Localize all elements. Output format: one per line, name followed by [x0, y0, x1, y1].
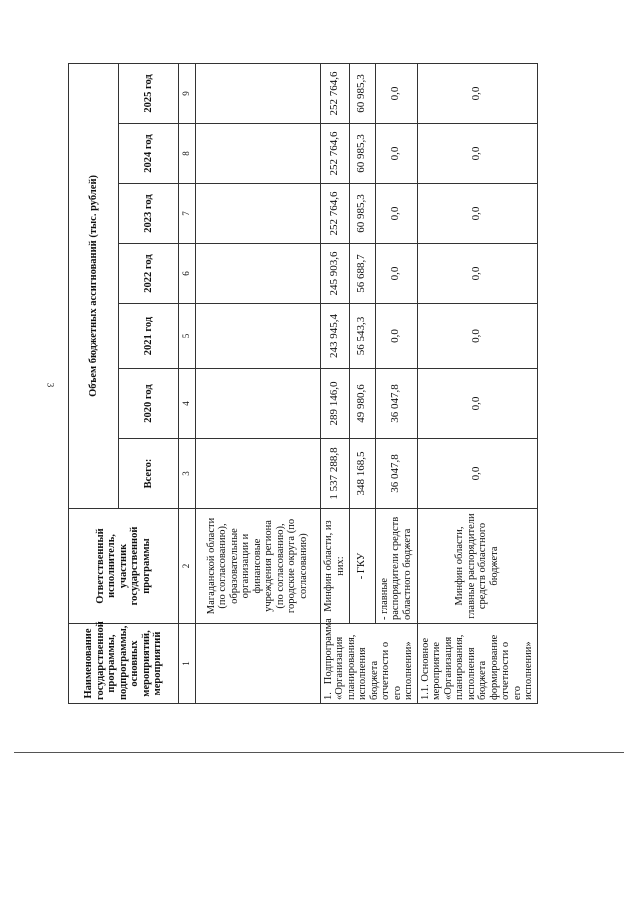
- value-2022: 0,0: [417, 244, 537, 304]
- table-gap: [69, 13, 196, 63]
- value-2025: 252 764,6: [320, 63, 349, 123]
- value-2023: 0,0: [375, 184, 417, 244]
- value-2021: 0,0: [375, 304, 417, 369]
- value-2025: [195, 63, 320, 123]
- col-number: 5: [179, 304, 196, 369]
- table-row: [320, 13, 349, 703]
- col-number: 7: [179, 184, 196, 244]
- page-number: 3: [45, 382, 56, 388]
- value-2023: [195, 184, 320, 244]
- table-row: [417, 13, 537, 703]
- value-2020: [195, 369, 320, 439]
- value-2021: [195, 304, 320, 369]
- value-2025: 0,0: [417, 63, 537, 123]
- row-executor-cell: Минфин области, главные распорядители средств областного бюджета: [417, 509, 537, 624]
- value-2021: 0,0: [417, 304, 537, 369]
- value-2023: 0,0: [417, 184, 537, 244]
- value-2020: 289 146,0: [320, 369, 349, 439]
- main-activity-name-cell: 1.1. Основное мероприятие «Организация планирования, исполнения бюджета формирование отчетности о его исполнении»: [417, 624, 537, 704]
- row-executor-cell: Минфин области, из них:: [320, 509, 349, 624]
- header-row-1: [69, 13, 119, 703]
- row-executor-cell: - главные распорядители средств областного бюджета: [375, 509, 417, 624]
- header-total: Всего:: [119, 439, 179, 509]
- header-year-2023: 2023 год: [119, 184, 179, 244]
- value-2021: 56 543,3: [349, 304, 375, 369]
- value-2024: 0,0: [417, 124, 537, 184]
- col-number: 8: [179, 124, 196, 184]
- header-year-2021: 2021 год: [119, 304, 179, 369]
- value-2020: 49 980,6: [349, 369, 375, 439]
- value-2024: 60 985,3: [349, 124, 375, 184]
- value-total: [195, 439, 320, 509]
- value-2022: [195, 244, 320, 304]
- value-2024: 0,0: [375, 124, 417, 184]
- budget-table: [68, 13, 538, 704]
- value-2023: 60 985,3: [349, 184, 375, 244]
- row-executor-cell: Магаданской области (по согласованию), образовательные организации и финансовые учреждения региона (по согласованию), городские округа (по согласованию): [195, 509, 320, 624]
- subprogram-name-cell: 1. Подпрограмма «Организация планирования, исполнения бюджета отчетности о его исполнении»: [320, 624, 417, 704]
- header-name: Наименование государственной программы, подпрограммы, основных мероприятий, мероприятий: [69, 624, 179, 704]
- header-year-2022: 2022 год: [119, 244, 179, 304]
- value-total: 36 047,8: [375, 439, 417, 509]
- value-2025: 60 985,3: [349, 63, 375, 123]
- page-divider-line: [14, 752, 624, 753]
- header-executor: Ответственный исполнитель, участник государственной программы: [69, 509, 179, 624]
- value-2022: 0,0: [375, 244, 417, 304]
- value-2022: 245 903,6: [320, 244, 349, 304]
- table-gap: [195, 13, 417, 63]
- col-number: 9: [179, 63, 196, 123]
- table-gap: [417, 13, 537, 63]
- col-number: 6: [179, 244, 196, 304]
- column-number-row: [179, 13, 196, 703]
- header-year-2024: 2024 год: [119, 124, 179, 184]
- value-2024: 252 764,6: [320, 124, 349, 184]
- table-row: [195, 13, 320, 703]
- value-2021: 243 945,4: [320, 304, 349, 369]
- value-2020: 0,0: [417, 369, 537, 439]
- value-2024: [195, 124, 320, 184]
- table-canvas: [68, 14, 534, 704]
- value-2025: 0,0: [375, 63, 417, 123]
- value-total: 0,0: [417, 439, 537, 509]
- col-number: 2: [179, 509, 196, 624]
- rotated-table-container: [68, 14, 534, 704]
- row-executor-cell: - ГКУ: [349, 509, 375, 624]
- value-total: 1 537 288,8: [320, 439, 349, 509]
- header-year-2025: 2025 год: [119, 63, 179, 123]
- value-2022: 56 688,7: [349, 244, 375, 304]
- col-number: 4: [179, 369, 196, 439]
- col-number: 1: [179, 624, 196, 704]
- header-budget-group: Объем бюджетных ассигнований (тыс. рублей): [69, 63, 119, 508]
- table-row: [375, 13, 417, 703]
- value-2020: 36 047,8: [375, 369, 417, 439]
- table-row: [349, 13, 375, 703]
- row-name-cell: [195, 624, 320, 704]
- col-number: 3: [179, 439, 196, 509]
- value-2023: 252 764,6: [320, 184, 349, 244]
- header-year-2020: 2020 год: [119, 369, 179, 439]
- value-total: 348 168,5: [349, 439, 375, 509]
